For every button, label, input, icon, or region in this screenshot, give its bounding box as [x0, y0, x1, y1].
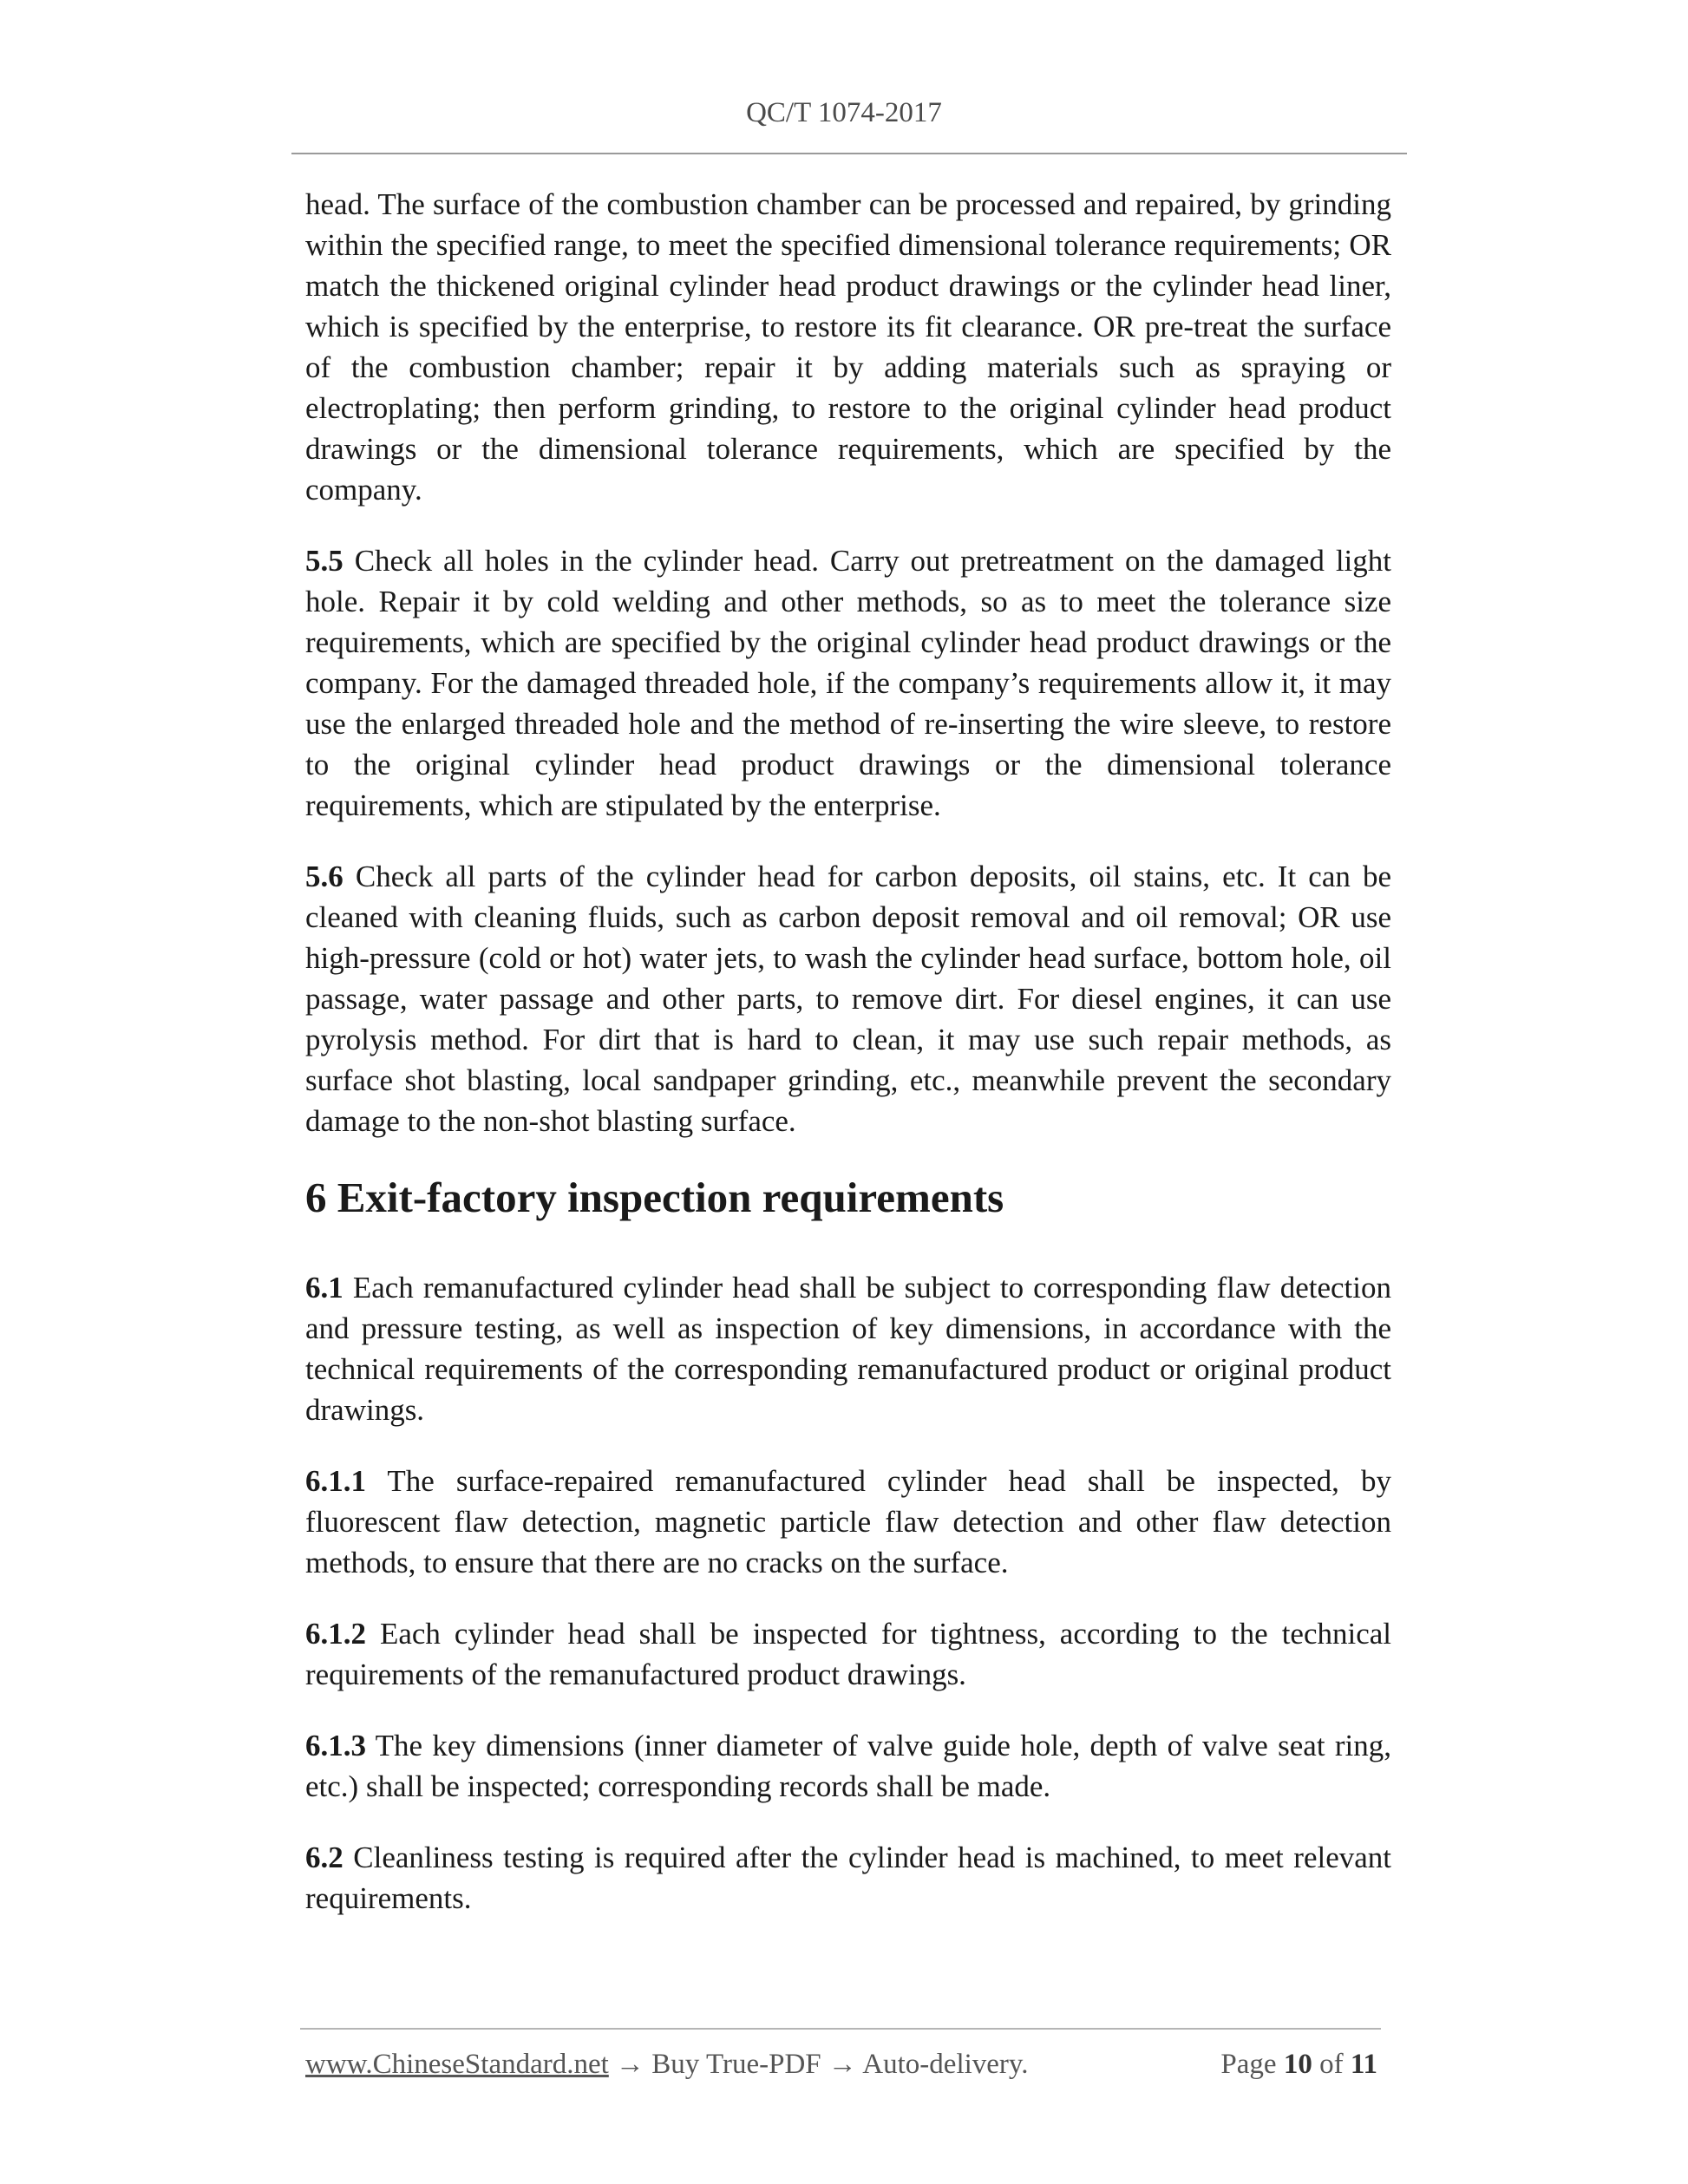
clause-6-1-2: [305, 1613, 1391, 1695]
page-number: 10: [1283, 2049, 1312, 2080]
document-body: [305, 184, 1391, 1949]
section-heading-6: 6 Exit-factory inspection requirements: [305, 1174, 1004, 1221]
clause-6-1-3: [305, 1725, 1391, 1807]
clause-number: 5.5: [305, 544, 343, 578]
footer-tagline: → Buy True-PDF → Auto-delivery.: [608, 2049, 1029, 2080]
of-label: of: [1319, 2049, 1344, 2080]
clause-text: Check all parts of the cylinder head for carbon deposits, oil stains, etc. It can be cleaned with cleaning fluids, such as carbon deposit removal and oil removal; OR use high-pressure (cold or hot) water jets, to wash the cylinder head surface, bottom hole, oil passage, water passage and other parts, to remove dirt. For diesel engines, it can use pyrolysis method. For dirt that is hard to clean, it may use such repair methods, as surface shot blasting, local sandpaper grinding, etc., meanwhile prevent the secondary damage to the non-shot blasting surface.: [305, 860, 1392, 1138]
clause-text: Check all holes in the cylinder head. Carry out pretreatment on the damaged light hole. Repair it by cold welding and other methods, so as to meet the tolerance size requirements, which are specified by the original cylinder head product drawings or the company. For the damaged threaded hole, if the company’s requirements allow it, it may use the enlarged threaded hole and the method of re-inserting the wire sleeve, to restore to the original cylinder head product drawings or the dimensional tolerance requirements, which are stipulated by the enterprise.: [305, 544, 1392, 822]
header-divider: [291, 153, 1407, 154]
clause-text: Each remanufactured cylinder head shall be subject to corresponding flaw detection and pressure testing, as well as inspection of key dimensions, in accordance with the technical requirements of the corresponding remanufactured product or original product drawings.: [305, 1271, 1391, 1427]
page-indicator: [1220, 2049, 1377, 2081]
clause-number: 6.1: [305, 1271, 343, 1305]
clause-text: The surface-repaired remanufactured cylinder head shall be inspected, by fluorescent flaw detection, magnetic particle flaw detection and other flaw detection methods, to ensure that there are no cracks on the surface.: [305, 1464, 1391, 1579]
paragraph-continued: [305, 184, 1391, 510]
page-total: 11: [1350, 2049, 1377, 2080]
clause-6-1: [305, 1267, 1391, 1430]
clause-6-1-1: [305, 1461, 1391, 1583]
page-header-title: QC/T 1074-2017: [746, 97, 942, 128]
clause-number: 5.6: [305, 860, 343, 893]
clause-number: 6.1.3: [305, 1729, 366, 1762]
footer-divider: [300, 2028, 1381, 2030]
clause-text: The key dimensions (inner diameter of valve guide hole, depth of valve seat ring, etc.) shall be inspected; corresponding records shall be made.: [305, 1729, 1391, 1803]
page-label: Page: [1220, 2049, 1277, 2080]
clause-6-2: [305, 1837, 1391, 1919]
website-link[interactable]: www.ChineseStandard.net: [305, 2049, 609, 2080]
clause-text: Each cylinder head shall be inspected for tightness, according to the technical requirements of the remanufactured product drawings.: [305, 1617, 1392, 1691]
clause-number: 6.1.1: [305, 1464, 366, 1498]
clause-number: 6.2: [305, 1841, 343, 1874]
clause-5-6: [305, 856, 1391, 1141]
page-footer: [305, 2049, 1381, 2081]
clause-5-5: [305, 540, 1391, 826]
clause-number: 6.1.2: [305, 1617, 366, 1651]
clause-text: Cleanliness testing is required after the cylinder head is machined, to meet relevant requirements.: [305, 1841, 1391, 1915]
paragraph-text: head. The surface of the combustion chamber can be processed and repaired, by grinding within the specified range, to meet the specified dimensional tolerance requirements; OR match the thickened original cylinder head product drawings or the cylinder head liner, which is specified by the enterprise, to restore its fit clearance. OR pre-treat the surface of the combustion chamber; repair it by adding materials such as spraying or electroplating; then perform grinding, to restore to the original cylinder head product drawings or the dimensional tolerance requirements, which are specified by the company.: [305, 187, 1391, 507]
